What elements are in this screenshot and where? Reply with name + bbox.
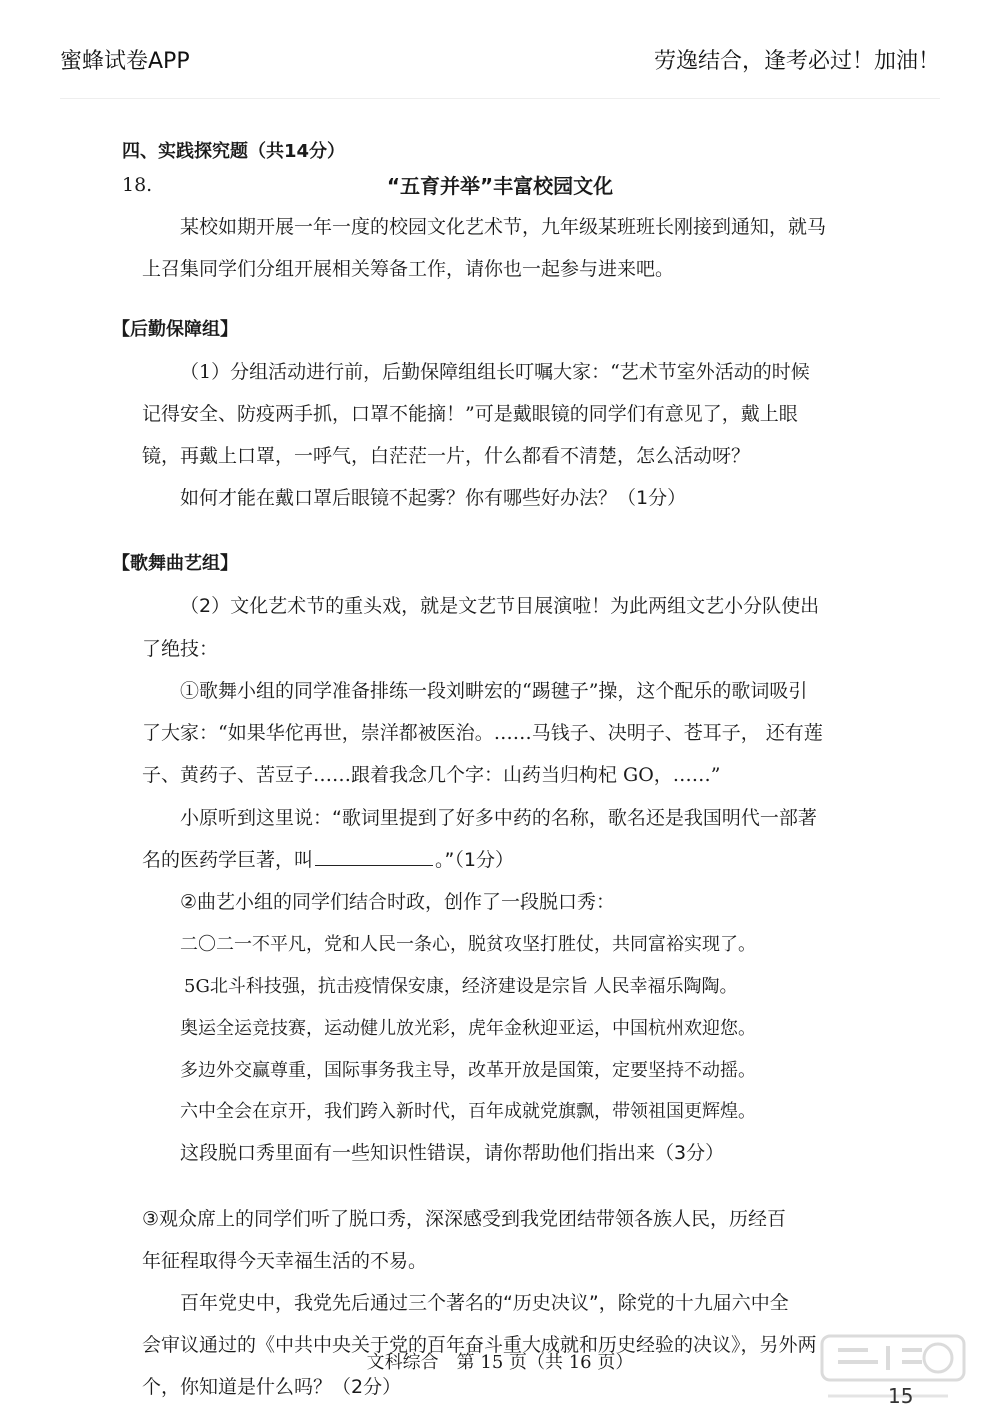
page-footer: 文科综合 第 15 页（共 16 页） — [366, 1352, 634, 1373]
crosstalk-line-5: 六中全会在京开，我们跨入新时代，百年成就党旗飘，带领祖国更辉煌。 — [180, 1101, 756, 1122]
crosstalk-prompt: 这段脱口秀里面有一些知识性错误，请你帮助他们指出来（3分） — [180, 1142, 725, 1164]
crosstalk-line-3: 奥运全运竞技赛，运动健儿放光彩，虎年金秋迎亚运，中国杭州欢迎您。 — [180, 1018, 756, 1039]
intro-line-2: 上召集同学们分组开展相关筹备工作，请你也一起参与进来吧。 — [142, 258, 675, 280]
history-line-1: 百年党史中，我党先后通过三个著名的“历史决议”，除党的十九届六中全 — [180, 1292, 789, 1314]
song-line-2: 了大家：“如果华佗再世，崇洋都被医治。……马钱子、决明子、苍耳子， 还有莲 — [142, 722, 823, 744]
question-number: 18. — [122, 174, 153, 196]
header-slogan: 劳逸结合，逢考必过！加油！ — [653, 49, 940, 74]
logistics-line-3: 镜，再戴上口罩，一呼气，白茫茫一片，什么都看不清楚，怎么活动呀？ — [142, 445, 751, 467]
history-line-3: 个，你知道是什么吗？（2分） — [142, 1376, 402, 1398]
arts-heading: 【歌舞曲艺组】 — [112, 553, 238, 574]
intro-line-1: 某校如期开展一年一度的校园文化艺术节，九年级某班班长刚接到通知，就马 — [180, 216, 827, 238]
audience-line-1: ③观众席上的同学们听了脱口秀，深深感受到我党团结带领各族人民，历经百 — [142, 1208, 787, 1230]
logistics-line-2: 记得安全、防疫两手抓，口罩不能摘！”可是戴眼镜的同学们有意见了，戴上眼 — [142, 403, 798, 425]
xiaoyuan-line-1: 小原听到这里说：“歌词里提到了好多中药的名称，歌名还是我国明代一部著 — [180, 807, 817, 829]
question-title: “五育并举”丰富校园文化 — [386, 174, 614, 198]
arts-intro-line-1: （2）文化艺术节的重头戏，就是文艺节目展演啦！为此两组文艺小分队使出 — [180, 595, 820, 617]
answer-blank[interactable] — [315, 847, 433, 866]
page-corner-number: 15 — [888, 1384, 914, 1408]
history-line-2: 会审议通过的《中共中央关于党的百年奋斗重大成就和历史经验的决议》，另外两 — [142, 1334, 817, 1356]
logistics-prompt: 如何才能在戴口罩后眼镜不起雾？你有哪些好办法？（1分） — [180, 487, 687, 509]
logistics-heading: 【后勤保障组】 — [112, 319, 238, 340]
crosstalk-line-2: 5G北斗科技强，抗击疫情保安康，经济建设是宗旨 人民幸福乐陶陶。 — [184, 976, 738, 997]
crosstalk-line-1: 二〇二一不平凡，党和人民一条心，脱贫攻坚打胜仗，共同富裕实现了。 — [180, 934, 756, 955]
song-line-1: ①歌舞小组的同学准备排练一段刘畊宏的“踢毽子”操，这个配乐的歌词吸引 — [180, 680, 808, 702]
section-title: 四、实践探究题（共14分） — [122, 141, 346, 162]
xiaoyuan-line-2 — [142, 845, 514, 872]
xiaoyuan-line-2-before: 名的医药学巨著，叫 — [142, 849, 314, 871]
crosstalk-intro: ②曲艺小组的同学们结合时政，创作了一段脱口秀： — [180, 891, 616, 913]
song-line-3: 子、黄药子、苦豆子……跟着我念几个字：山药当归枸杞 GO，……” — [142, 764, 721, 786]
arts-intro-line-2: 了绝技： — [142, 638, 219, 660]
audience-line-2: 年征程取得今天幸福生活的不易。 — [142, 1250, 428, 1272]
logistics-line-1: （1）分组活动进行前，后勤保障组组长叮嘱大家：“艺术节室外活动的时候 — [180, 361, 810, 383]
app-name: 蜜蜂试卷APP — [60, 49, 190, 74]
header-divider — [60, 98, 940, 99]
crosstalk-line-4: 多边外交赢尊重，国际事务我主导，改革开放是国策，定要坚持不动摇。 — [180, 1060, 756, 1081]
xiaoyuan-line-2-after: 。”（1分） — [435, 849, 514, 871]
